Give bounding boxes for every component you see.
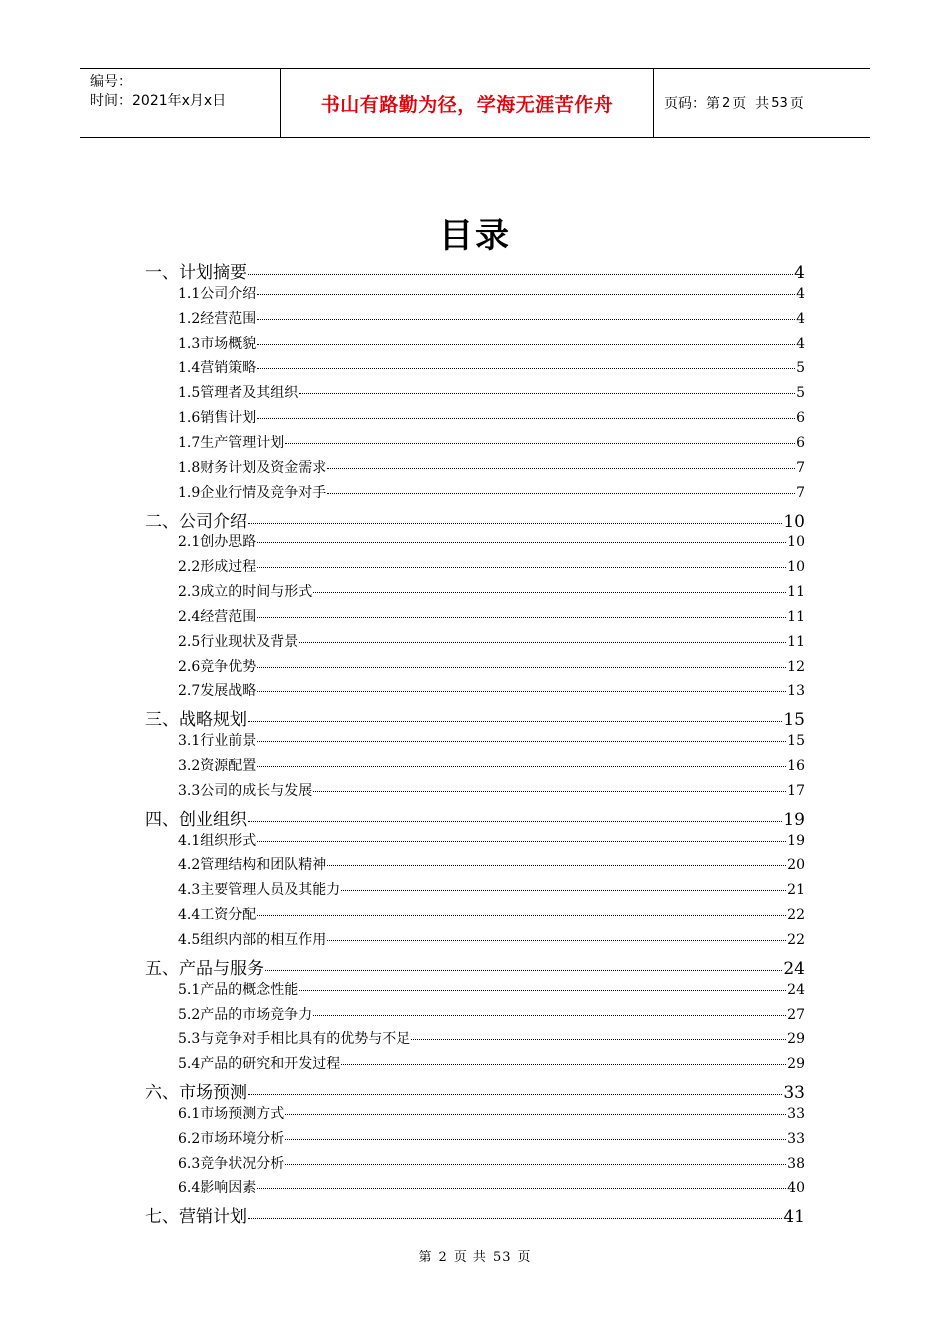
toc-entry-label: 4.3主要管理人员及其能力 (178, 882, 341, 899)
toc-entry-label: 1.3市场概貌 (178, 335, 257, 352)
footer-suffix: 页 (517, 1250, 532, 1265)
toc-entry-label: 5.2产品的市场竞争力 (178, 1006, 313, 1023)
toc-entry-label: 2.1创办思路 (178, 534, 257, 551)
toc-entry-label: 1.5管理者及其组织 (178, 385, 299, 402)
toc-leader-dots (299, 642, 786, 643)
toc-leader-dots (248, 721, 782, 722)
toc-entry-page: 33 (787, 1105, 805, 1122)
toc-section[interactable] (178, 283, 805, 303)
toc-section[interactable] (178, 482, 805, 502)
toc-leader-dots (327, 865, 786, 866)
toc-entry-label: 3.2资源配置 (178, 758, 257, 774)
toc-section[interactable] (178, 730, 805, 750)
toc-entry-label: 3.3公司的成长与发展 (178, 782, 313, 799)
toc-section[interactable] (178, 1128, 805, 1148)
toc-entry-label: 1.2经营范围 (178, 310, 257, 327)
toc-entry-label: 2.2形成过程 (178, 559, 257, 576)
toc-entry-label: 1.1公司介绍 (178, 285, 257, 302)
toc-entry-page: 4 (794, 263, 805, 283)
toc-section[interactable] (178, 606, 805, 626)
toc-entry-page: 41 (783, 1207, 805, 1228)
toc-section[interactable] (178, 780, 805, 800)
toc-entry-page: 5 (796, 360, 805, 377)
toc-section[interactable] (178, 854, 805, 874)
toc-entry-page: 5 (796, 385, 805, 402)
toc-entry-page: 15 (787, 733, 805, 750)
toc-section[interactable] (178, 1053, 805, 1073)
toc-entry-page: 20 (787, 857, 805, 874)
toc-entry-page: 7 (796, 459, 805, 476)
footer-mid: 页 共 (453, 1250, 487, 1265)
toc-leader-dots (285, 1114, 786, 1115)
toc-entry-label: 1.8财务计划及资金需求 (178, 459, 327, 476)
toc-entry-page: 19 (783, 809, 805, 830)
toc-entry-page: 24 (783, 958, 805, 979)
toc-leader-dots (257, 741, 786, 742)
toc-leader-dots (257, 1188, 786, 1189)
toc-leader-dots (257, 319, 795, 320)
toc-leader-dots (257, 841, 786, 842)
footer-page-num: 2 (438, 1250, 448, 1265)
toc-leader-dots (411, 1039, 786, 1040)
toc-leader-dots (327, 940, 786, 941)
toc-entry-label: 6.3竞争状况分析 (178, 1155, 285, 1172)
header-time-label: 时间：2021年x月x日 (90, 93, 227, 109)
header-page-total: 53 (771, 95, 788, 111)
toc-entry-label: 2.3成立的时间与形式 (178, 584, 313, 601)
toc-entry-label: 2.4经营范围 (178, 608, 257, 625)
toc-entry-label: 1.4营销策略 (178, 360, 257, 377)
footer-prefix: 第 (418, 1250, 433, 1265)
toc-leader-dots (257, 542, 786, 543)
toc-entry-page: 10 (787, 559, 805, 576)
toc-entry-label: 5.3与竞争对手相比具有的优势与不足 (178, 1031, 411, 1048)
toc-entry-label: 5.4产品的研究和开发过程 (178, 1056, 341, 1073)
toc-section[interactable] (178, 1153, 805, 1173)
toc-entry-page: 40 (787, 1180, 805, 1197)
toc-entry-label: 七、营销计划 (145, 1207, 247, 1228)
header-page-suffix: 页 (789, 96, 804, 112)
toc-leader-dots (248, 274, 793, 275)
toc-leader-dots (285, 1139, 786, 1140)
toc-entry-label: 6.4影响因素 (178, 1180, 257, 1197)
toc-section[interactable] (178, 432, 805, 452)
toc-entry-label: 1.9企业行情及竞争对手 (178, 484, 327, 501)
header-page-mid: 页 共 (732, 96, 770, 112)
toc-chapter[interactable] (145, 1202, 805, 1227)
toc-entry-page: 7 (796, 484, 805, 501)
toc-leader-dots (341, 1064, 786, 1065)
toc-entry-page: 10 (787, 534, 805, 551)
toc-leader-dots (248, 1094, 782, 1095)
header-number-label: 编号： (90, 74, 132, 90)
header-page-num: 2 (722, 95, 731, 111)
toc-leader-dots (257, 418, 795, 419)
toc-entry-label: 4.2管理结构和团队精神 (178, 857, 327, 874)
toc-entry-label: 5.1产品的概念性能 (178, 981, 299, 998)
toc-leader-dots (299, 990, 786, 991)
toc-entry-label: 6.2市场环境分析 (178, 1130, 285, 1147)
toc-leader-dots (285, 1164, 786, 1165)
toc-entry-page: 17 (787, 782, 805, 799)
toc-leader-dots (257, 766, 786, 767)
toc-section[interactable] (178, 979, 805, 999)
toc-entry-label: 1.6销售计划 (178, 410, 257, 427)
header-motto: 书山有路勤为径，学海无涯苦作舟 (281, 69, 654, 137)
toc-section[interactable] (178, 1004, 805, 1024)
toc-leader-dots (257, 617, 786, 618)
toc-section[interactable] (178, 879, 805, 899)
toc-entry-page: 22 (787, 931, 805, 948)
toc-entry-page: 22 (787, 907, 805, 924)
toc-entry-label: 1.7生产管理计划 (178, 434, 285, 451)
toc-leader-dots (248, 1218, 782, 1219)
toc-section[interactable] (178, 929, 805, 949)
toc-section[interactable] (178, 308, 805, 328)
toc-entry-label: 二、公司介绍 (145, 511, 247, 532)
toc-entry-page: 4 (796, 285, 805, 302)
toc-section[interactable] (178, 407, 805, 427)
toc-chapter[interactable] (145, 705, 805, 730)
toc-entry-label: 三、战略规划 (145, 710, 247, 731)
toc-leader-dots (248, 523, 782, 524)
toc-leader-dots (327, 493, 795, 494)
toc-section[interactable] (178, 1103, 805, 1123)
toc-entry-page: 33 (787, 1130, 805, 1147)
toc-entry-page: 29 (787, 1031, 805, 1048)
toc-entry-label: 4.1组织形式 (178, 832, 257, 849)
toc-entry-label: 6.1市场预测方式 (178, 1105, 285, 1122)
toc-entry-page: 19 (787, 832, 805, 849)
toc-entry-label: 一、计划摘要 (145, 263, 247, 283)
toc-chapter[interactable] (145, 954, 805, 979)
toc-entry-page: 13 (787, 683, 805, 700)
toc-entry-page: 6 (796, 410, 805, 427)
toc-leader-dots (248, 821, 782, 822)
toc-entry-page: 16 (787, 758, 805, 774)
page-footer (0, 1246, 950, 1265)
toc-section[interactable] (178, 457, 805, 477)
toc-section[interactable] (178, 581, 805, 601)
toc-entry-label: 四、创业组织 (145, 809, 247, 830)
header-page-info (654, 69, 870, 137)
page-title: 目录 (439, 216, 511, 256)
page-header (80, 68, 870, 138)
toc-section[interactable] (178, 531, 805, 551)
toc-leader-dots (299, 393, 795, 394)
toc-entry-page: 4 (796, 335, 805, 352)
toc-section[interactable] (178, 755, 805, 775)
toc-section[interactable] (178, 1177, 805, 1197)
toc-entry-label: 五、产品与服务 (145, 958, 264, 979)
toc-entry-page: 38 (787, 1155, 805, 1172)
toc-entry-page: 15 (783, 710, 805, 731)
toc-entry-label: 4.5组织内部的相互作用 (178, 931, 327, 948)
toc-entry-page: 27 (787, 1006, 805, 1023)
toc-section[interactable] (178, 631, 805, 651)
toc-entry-page: 10 (783, 511, 805, 532)
toc-section[interactable] (178, 556, 805, 576)
toc-leader-dots (265, 970, 782, 971)
header-meta (80, 69, 281, 137)
toc-leader-dots (257, 344, 795, 345)
toc-entry-label: 2.5行业现状及背景 (178, 633, 299, 650)
toc-section[interactable] (178, 904, 805, 924)
toc-entry-page: 11 (787, 584, 805, 601)
toc-entry-page: 4 (796, 310, 805, 327)
toc-leader-dots (257, 567, 786, 568)
toc-entry-label: 2.7发展战略 (178, 683, 257, 700)
toc-chapter[interactable] (145, 507, 805, 532)
toc-section[interactable] (178, 382, 805, 402)
toc-entry-page: 33 (783, 1083, 805, 1104)
toc-chapter[interactable] (145, 258, 805, 283)
toc-leader-dots (313, 592, 786, 593)
toc-entry-page: 6 (796, 434, 805, 451)
toc-leader-dots (257, 691, 786, 692)
toc-leader-dots (257, 368, 795, 369)
toc-leader-dots (257, 915, 786, 916)
toc-section[interactable] (178, 333, 805, 353)
toc-entry-page: 29 (787, 1056, 805, 1073)
toc-entry-page: 11 (787, 608, 805, 625)
toc-entry-page: 21 (787, 882, 805, 899)
toc-leader-dots (327, 468, 795, 469)
toc-leader-dots (257, 667, 786, 668)
toc-section[interactable] (178, 357, 805, 377)
toc-chapter[interactable] (145, 1078, 805, 1103)
toc-entry-label: 3.1行业前景 (178, 733, 257, 750)
toc-entry-page: 11 (787, 633, 805, 650)
toc-section[interactable] (178, 1028, 805, 1048)
toc-leader-dots (313, 1015, 786, 1016)
footer-page-total: 53 (492, 1250, 512, 1265)
toc-entry-label: 2.6竞争优势 (178, 658, 257, 675)
toc-entry-label: 六、市场预测 (145, 1083, 247, 1104)
toc-entry-label: 4.4工资分配 (178, 907, 257, 924)
toc-entry-page: 24 (787, 981, 805, 998)
toc-leader-dots (285, 443, 795, 444)
toc-leader-dots (341, 890, 786, 891)
toc-section[interactable] (178, 830, 805, 850)
toc-section[interactable] (178, 656, 805, 676)
toc-chapter[interactable] (145, 805, 805, 830)
toc-entry-page: 12 (787, 658, 805, 675)
toc-leader-dots (257, 294, 795, 295)
header-page-prefix: 页码：第 (664, 96, 720, 112)
toc-section[interactable] (178, 680, 805, 700)
toc-leader-dots (313, 791, 786, 792)
